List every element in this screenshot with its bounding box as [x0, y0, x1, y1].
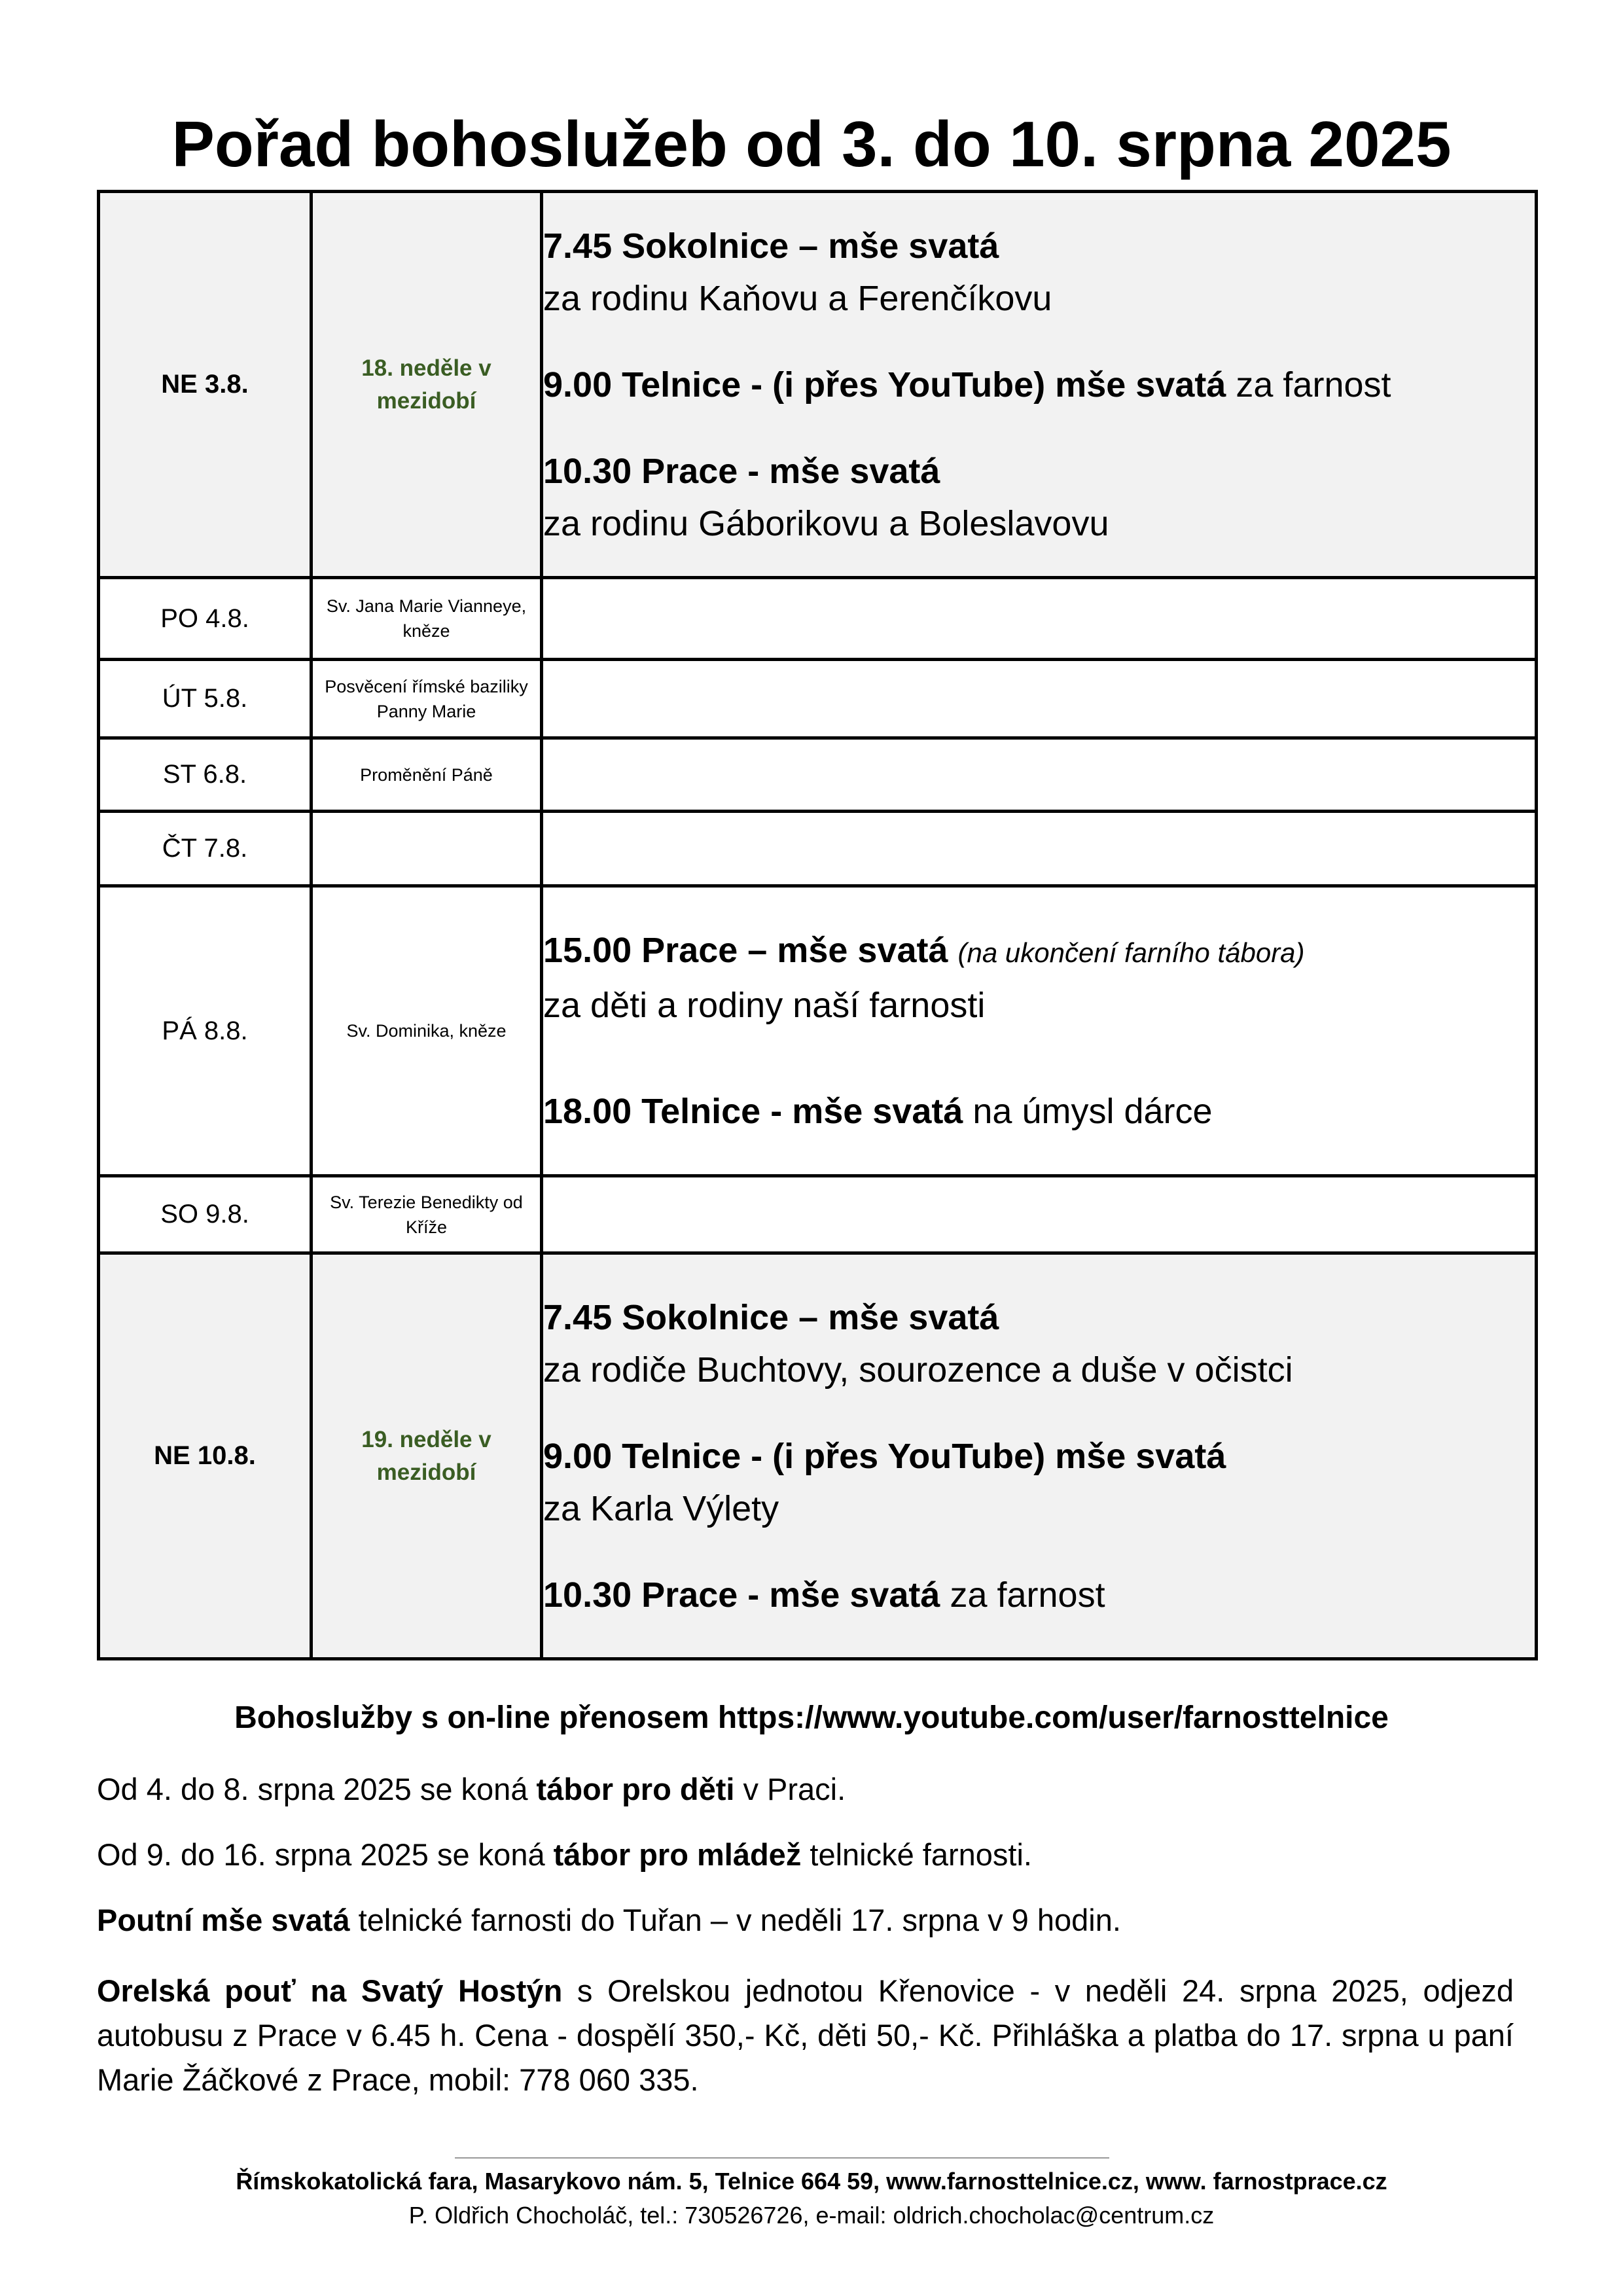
mass-time-place: 9.00 Telnice - (i přes YouTube) mše svatá — [543, 365, 1226, 404]
notice-camp-youth — [97, 1833, 1518, 1877]
schedule-row-so-9-8 — [99, 1176, 1537, 1253]
schedule-row-po-4-8 — [99, 578, 1537, 660]
notice-camp-kids — [97, 1767, 1518, 1812]
notice-orel-pilgrimage — [97, 1969, 1514, 2102]
page-title: Pořad bohoslužeb od 3. do 10. srpna 2025 — [171, 108, 1452, 180]
masses-cell — [542, 886, 1537, 1176]
notice-text: s Orelskou jednotou Křenovice - v neděli 24. srpna 2025, odjezd autobusu z Prace v 6.45 h. Cena - dospělí 350,- Kč, děti 50,- Kč. Přihláška a platba do 17. srpna u paní Marie Žáčkové z Prace, mobil: 778 060 335. — [97, 1973, 1514, 2097]
mass-entry — [543, 1430, 1535, 1535]
notice-text: Od 4. do 8. srpna 2025 se koná — [97, 1772, 537, 1806]
mass-intention: za farnost — [1226, 365, 1391, 404]
masses-cell — [542, 1176, 1537, 1253]
day-cell: SO 9.8. — [99, 1176, 312, 1253]
notice-text: Od 9. do 16. srpna 2025 se koná — [97, 1837, 554, 1872]
mass-entry — [543, 359, 1535, 411]
schedule-row-ne-10-8 — [99, 1253, 1537, 1659]
mass-entry — [543, 1291, 1535, 1396]
schedule-row-ne-3-8 — [99, 192, 1537, 578]
mass-time-place: 10.30 Prace - mše svatá — [543, 1575, 940, 1615]
schedule-table — [97, 190, 1538, 1660]
footer-contact: P. Oldřich Chocholáč, tel.: 730526726, e-mail: oldrich.chocholac@centrum.cz — [408, 2202, 1215, 2229]
mass-time-place: 18.00 Telnice - mše svatá — [543, 1092, 963, 1131]
notice-pilgrimage-mass — [97, 1898, 1518, 1943]
feast-cell: Sv. Dominika, kněze — [312, 886, 542, 1176]
notice-text: telnické farnosti do Tuřan – v neděli 17. srpna v 9 hodin. — [349, 1903, 1121, 1937]
feast-cell: Posvěcení římské baziliky Panny Marie — [312, 660, 542, 738]
mass-intention: za rodiče Buchtovy, sourozence a duše v očistci — [543, 1350, 1293, 1390]
mass-entry — [543, 220, 1535, 325]
schedule-row-ut-5-8 — [99, 660, 1537, 738]
day-cell: NE 3.8. — [99, 192, 312, 578]
feast-cell: Sv. Terezie Benedikty od Kříže — [312, 1176, 542, 1253]
mass-entry — [543, 1085, 1535, 1138]
mass-time-place: 7.45 Sokolnice – mše svatá — [543, 1297, 999, 1337]
footer-address: Římskokatolická fara, Masarykovo nám. 5, Telnice 664 59, www.farnosttelnice.cz, www. farnostprace.cz — [236, 2168, 1387, 2195]
mass-intention: za rodinu Kaňovu a Ferenčíkovu — [543, 278, 1052, 318]
mass-entry — [543, 924, 1535, 1031]
notice-text: telnické farnosti. — [801, 1837, 1032, 1872]
masses-cell — [542, 738, 1537, 812]
notice-highlight: Poutní mše svatá — [97, 1903, 350, 1937]
mass-time-place: 9.00 Telnice - (i přes YouTube) mše svatá — [543, 1436, 1226, 1476]
day-cell: ÚT 5.8. — [99, 660, 312, 738]
mass-time-place: 10.30 Prace - mše svatá — [543, 451, 940, 491]
notice-text: v Praci. — [734, 1772, 846, 1806]
feast-cell: 18. neděle v mezidobí — [312, 192, 542, 578]
mass-entry — [543, 445, 1535, 550]
feast-cell: 19. neděle v mezidobí — [312, 1253, 542, 1659]
mass-entry — [543, 1569, 1535, 1621]
mass-intention: za Karla Výlety — [543, 1488, 779, 1528]
mass-intention: na úmysl dárce — [963, 1092, 1213, 1131]
masses-cell — [542, 812, 1537, 886]
livestream-notice: Bohoslužby s on-line přenosem https://www.youtube.com/user/farnosttelnice — [234, 1700, 1389, 1735]
mass-intention: za děti a rodiny naší farnosti — [543, 986, 986, 1025]
mass-time-place: 7.45 Sokolnice – mše svatá — [543, 226, 999, 266]
notice-highlight: Orelská pouť na Svatý Hostýn — [97, 1973, 563, 2008]
masses-cell — [542, 578, 1537, 660]
schedule-row-ct-7-8 — [99, 812, 1537, 886]
mass-intention: za rodinu Gáborikovu a Boleslavovu — [543, 503, 1109, 543]
schedule-row-st-6-8 — [99, 738, 1537, 812]
day-cell: PO 4.8. — [99, 578, 312, 660]
feast-cell — [312, 812, 542, 886]
feast-cell: Sv. Jana Marie Vianneye, kněze — [312, 578, 542, 660]
feast-cell: Proměnění Páně — [312, 738, 542, 812]
day-cell: PÁ 8.8. — [99, 886, 312, 1176]
mass-intention: za farnost — [940, 1575, 1105, 1615]
mass-time-place: 15.00 Prace – mše svatá — [543, 931, 948, 970]
footer-divider — [455, 2157, 1109, 2159]
masses-cell — [542, 192, 1537, 578]
notice-highlight: tábor pro mládež — [553, 1837, 802, 1872]
notice-highlight: tábor pro děti — [536, 1772, 735, 1806]
day-cell: ST 6.8. — [99, 738, 312, 812]
schedule-row-pa-8-8 — [99, 886, 1537, 1176]
day-cell: NE 10.8. — [99, 1253, 312, 1659]
mass-note: (na ukončení farního tábora) — [957, 937, 1305, 968]
day-cell: ČT 7.8. — [99, 812, 312, 886]
masses-cell — [542, 1253, 1537, 1659]
masses-cell — [542, 660, 1537, 738]
